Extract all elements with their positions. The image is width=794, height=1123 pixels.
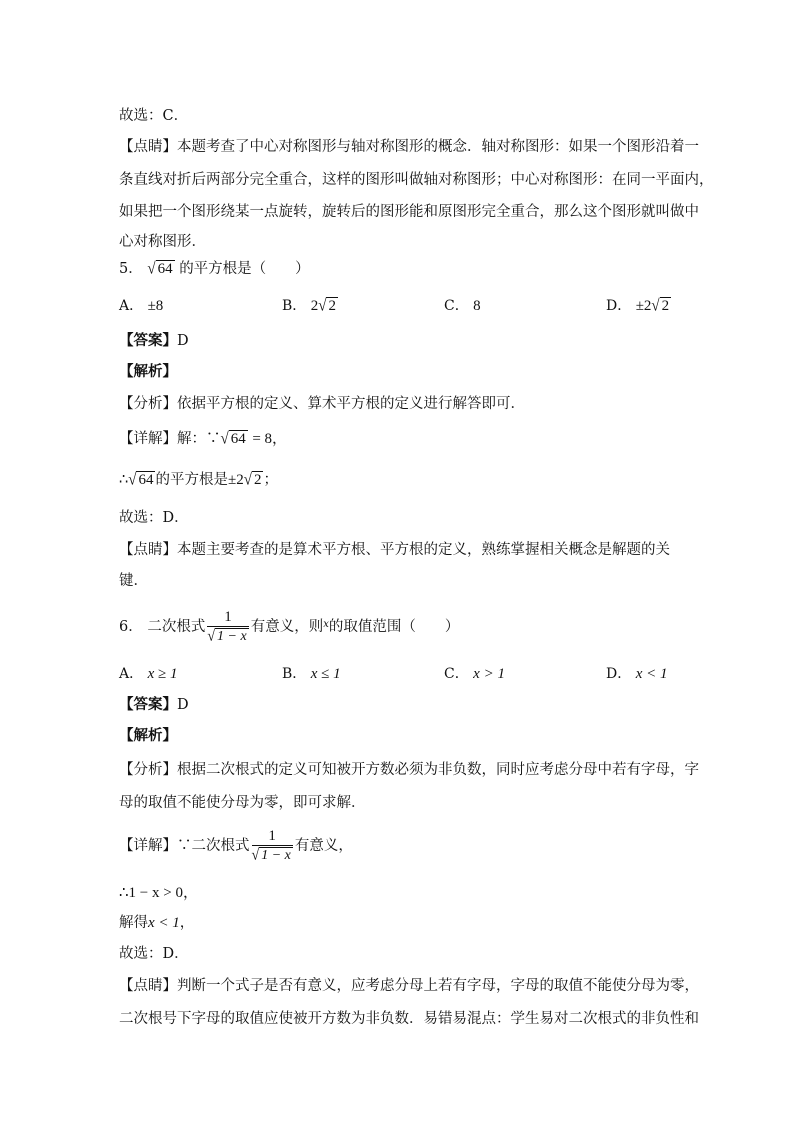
q5-radical: √ 64 — [147, 260, 173, 278]
detail-eq: = 8， — [252, 431, 288, 447]
q6-var: x — [323, 619, 329, 630]
fraction-denominator: √ 1 − x — [251, 846, 291, 864]
fraction-numerator: 1 — [252, 827, 293, 846]
q5-analysis-tag: 【解析】 — [119, 363, 177, 380]
prev-comment-line-4: 心对称图形． — [119, 234, 206, 250]
option-text: x > 1 — [473, 666, 505, 682]
q6-fenxi-line-1: 【分析】根据二次根式的定义可知被开方数必须为非负数，同时应考虑分母中若有字母，字 — [119, 762, 699, 778]
detail-suffix: 有意义， — [294, 838, 353, 854]
q5-stem-suffix: 的平方根是（ ） — [179, 261, 310, 277]
option-label: D． — [606, 666, 632, 682]
q6-comment-line-1: 【点睛】判断一个式子是否有意义，应考虑分母上若有字母，字母的取值不能使分母为零， — [119, 978, 699, 994]
q5-comment-line-1: 【点睛】本题主要考查的是算术平方根、平方根的定义，熟练掌握相关概念是解题的关 — [119, 542, 670, 558]
q6-analysis-tag: 【解析】 — [119, 727, 177, 744]
therefore-coef: ±2 — [227, 472, 244, 488]
therefore-mid: 的平方根是 — [155, 472, 228, 488]
answer-tag: 【答案】 — [119, 696, 177, 713]
detail-prefix: 【详解】解：∵ — [119, 431, 221, 447]
option-coef: 2 — [310, 298, 319, 314]
detail-radicand: 64 — [230, 431, 246, 447]
step2-prefix: 解得 — [119, 915, 148, 931]
option-label: B． — [282, 298, 307, 314]
q5-radicand: 64 — [157, 261, 173, 277]
option-label: A． — [119, 666, 144, 682]
q5-choose: 故选：D． — [119, 510, 189, 526]
q6-option-c — [444, 664, 505, 684]
step2-math: x < 1 — [148, 915, 180, 931]
q6-fenxi-line-2: 母的取值不能使分母为零，即可求解． — [119, 795, 366, 811]
answer-value: D — [177, 697, 189, 713]
q6-step-1: ∴1 − x > 0， — [119, 885, 198, 901]
q6-step-2 — [119, 913, 194, 933]
prev-comment-line-2: 条直线对折后两部分完全重合，这样的图形叫做轴对称图形；中心对称图形：在同一平面内， — [119, 172, 714, 188]
q5-fenxi: 【分析】依据平方根的定义、算术平方根的定义进行解答即可． — [119, 396, 525, 412]
option-label: D． — [606, 298, 632, 314]
q6-number: 6． — [119, 619, 143, 635]
option-radicand: 2 — [328, 298, 336, 314]
option-text: 8 — [473, 298, 481, 314]
answer-value: D — [177, 333, 189, 349]
q5-number: 5． — [119, 261, 143, 277]
q5-therefore: ∴√ 64 的平方根是±2√ 2 ； — [119, 471, 278, 489]
answer-tag: 【答案】 — [119, 332, 177, 349]
q5-stem — [119, 259, 310, 279]
option-label: C． — [444, 666, 469, 682]
option-text: ±8 — [147, 298, 164, 314]
option-text: x ≥ 1 — [147, 666, 178, 682]
q5-option-c — [444, 296, 481, 316]
detail-fraction — [252, 827, 293, 866]
option-label: A． — [119, 298, 144, 314]
prev-comment-line-3: 如果把一个图形绕某一点旋转，旋转后的图形能和原图形完全重合，那么这个图形就叫做中 — [119, 204, 699, 220]
q5-comment-line-2: 键． — [119, 573, 148, 589]
q6-stem-prefix: 二次根式 — [147, 619, 206, 635]
option-radicand: 2 — [661, 298, 670, 314]
q6-stem — [119, 605, 459, 647]
q5-detail: 【详解】解：∵√ 64 = 8， — [119, 430, 288, 448]
q6-fraction — [207, 608, 248, 647]
prev-comment-line-1: 【点睛】本题考查了中心对称图形与轴对称图形的概念．轴对称图形：如果一个图形沿着一 — [119, 139, 699, 155]
q6-option-b — [282, 664, 341, 684]
detail-prefix: 【详解】∵二次根式 — [119, 838, 250, 854]
prev-answer-line: 故选：C． — [119, 108, 189, 124]
q6-option-a — [119, 664, 177, 684]
q6-stem-mid: 有意义，则 — [250, 619, 324, 635]
q6-choose: 故选：D． — [119, 946, 189, 962]
q6-stem-suffix: 的取值范围（ ） — [328, 619, 460, 635]
q6-answer — [119, 695, 189, 715]
q5-option-a — [119, 296, 163, 316]
fraction-denominator: √ 1 − x — [207, 627, 247, 645]
option-text: x < 1 — [635, 666, 668, 682]
therefore-end: ； — [263, 472, 278, 488]
q6-option-d — [606, 664, 667, 684]
fraction-numerator: 1 — [207, 608, 248, 627]
q5-answer — [119, 331, 189, 351]
therefore-radicand-2: 2 — [253, 472, 262, 488]
therefore-symbol: ∴ — [119, 472, 129, 488]
option-label: C． — [444, 298, 469, 314]
q5-option-b: B． 2√ 2 — [282, 297, 336, 315]
option-coef: ±2 — [635, 298, 652, 314]
q6-detail — [119, 826, 353, 866]
q5-option-d: D． ±2√ 2 — [606, 297, 670, 315]
therefore-radicand: 64 — [138, 472, 154, 488]
step2-end: ， — [179, 915, 195, 931]
option-text: x ≤ 1 — [310, 666, 341, 682]
option-label: B． — [282, 666, 307, 682]
q6-comment-line-2: 二次根号下字母的取值应使被开方数为非负数．易错易混点：学生易对二次根式的非负性和 — [119, 1011, 699, 1027]
